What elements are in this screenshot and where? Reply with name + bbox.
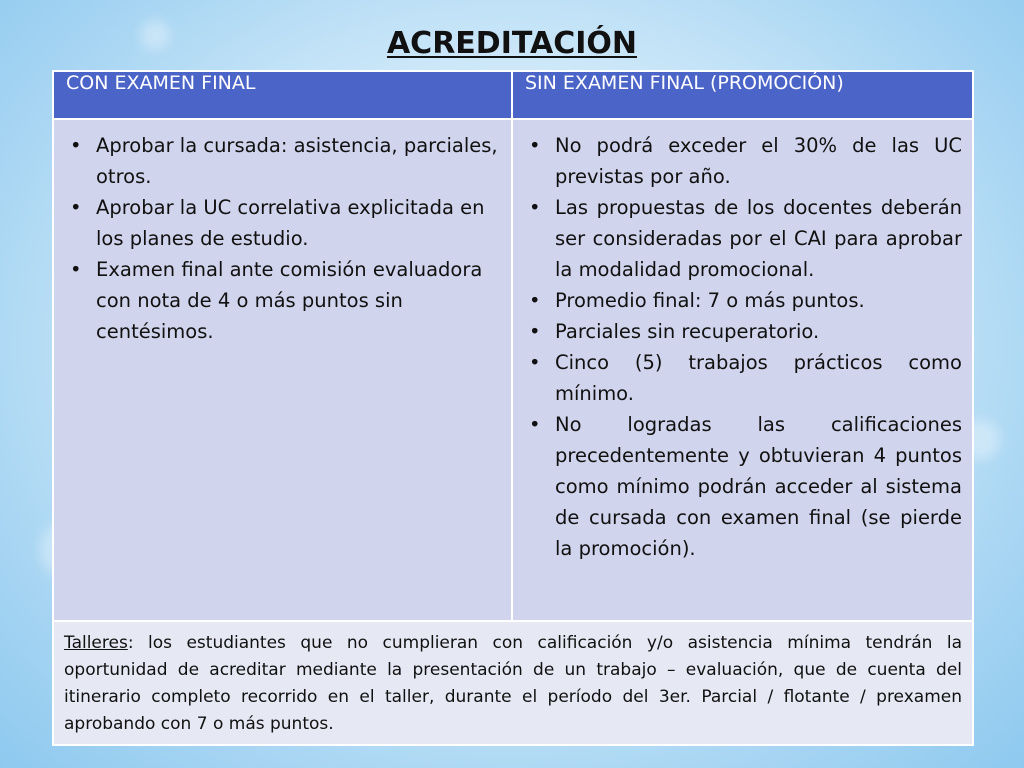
footer-cell (53, 621, 973, 745)
list-item: • Promedio final: 7 o más puntos. (523, 285, 962, 316)
header-con-examen-final: CON EXAMEN FINAL (53, 71, 512, 119)
list-item: • No podrá exceder el 30% de las UC previstas por año. (523, 130, 962, 192)
list-item: • Aprobar la UC correlativa explicitada en los planes de estudio. (64, 192, 501, 254)
list-item: • Cinco (5) trabajos prácticos como mínimo. (523, 347, 962, 409)
footer-text: : los estudiantes que no cumplieran con calificación y/o asistencia mínima tendrán la oportunidad de acreditar mediante la presentación de un trabajo – evaluación, que de cuenta del itinerario completo recorrido en el taller, durante el período del 3er. Parcial / flotante / prexamen aprobando con 7 o más puntos. (64, 633, 962, 734)
table-footer-row (53, 621, 973, 745)
list-item: • Las propuestas de los docentes deberán ser consideradas por el CAI para aprobar la modalidad promocional. (523, 192, 962, 285)
list-item: • Parciales sin recuperatorio. (523, 316, 962, 347)
slide-title: ACREDITACIÓN (386, 26, 638, 61)
accreditation-table (52, 70, 974, 746)
right-bullet-list (523, 130, 962, 564)
footer-label: Talleres (64, 633, 128, 653)
header-sin-examen-final: SIN EXAMEN FINAL (PROMOCIÓN) (512, 71, 973, 119)
list-item: • Examen final ante comisión evaluadora con nota de 4 o más puntos sin centésimos. (64, 254, 501, 347)
left-bullet-list (64, 130, 501, 347)
right-column-cell (512, 119, 973, 621)
table-body-row (53, 119, 973, 621)
list-item: • Aprobar la cursada: asistencia, parciales, otros. (64, 130, 501, 192)
table-header-row (53, 71, 973, 119)
left-column-cell (53, 119, 512, 621)
list-item: • No logradas las calificaciones precedentemente y obtuvieran 4 puntos como mínimo podrán acceder al sistema de cursada con examen final (se pierde la promoción). (523, 409, 962, 564)
